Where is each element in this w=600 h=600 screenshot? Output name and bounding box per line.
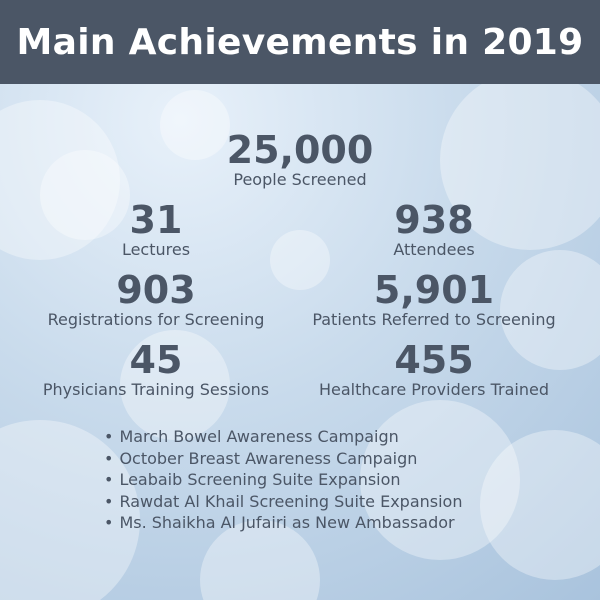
stat-label: People Screened bbox=[233, 170, 367, 189]
stat-attendees bbox=[334, 200, 534, 260]
list-item: • Ms. Shaikha Al Jufairi as New Ambassador bbox=[104, 512, 462, 534]
stat-label: Healthcare Providers Trained bbox=[319, 380, 549, 399]
stat-physician-training bbox=[16, 340, 296, 400]
stat-value: 938 bbox=[394, 198, 474, 242]
stat-patients-referred bbox=[294, 270, 574, 330]
stat-label: Lectures bbox=[121, 240, 191, 259]
stat-label: Physicians Training Sessions bbox=[42, 380, 270, 399]
stat-value: 31 bbox=[129, 198, 183, 242]
stat-label: Patients Referred to Screening bbox=[312, 310, 556, 329]
stat-providers-trained bbox=[294, 340, 574, 400]
stat-value: 5,901 bbox=[373, 268, 495, 312]
list-item: • March Bowel Awareness Campaign bbox=[104, 426, 462, 448]
stat-registrations bbox=[16, 270, 296, 330]
page-title: Main Achievements in 2019 bbox=[16, 21, 584, 63]
header-bar bbox=[0, 0, 600, 84]
stat-value: 455 bbox=[394, 338, 474, 382]
stat-label: Registrations for Screening bbox=[47, 310, 265, 329]
stat-label: Attendees bbox=[393, 240, 475, 259]
stat-value: 903 bbox=[116, 268, 196, 312]
list-item: • Rawdat Al Khail Screening Suite Expansion bbox=[104, 491, 462, 513]
stat-lectures bbox=[56, 200, 256, 260]
stat-value: 45 bbox=[129, 338, 183, 382]
list-item: • October Breast Awareness Campaign bbox=[104, 448, 462, 470]
highlights-list bbox=[104, 426, 462, 534]
stat-value: 25,000 bbox=[226, 128, 374, 172]
list-item: • Leabaib Screening Suite Expansion bbox=[104, 469, 462, 491]
stat-people-screened bbox=[200, 130, 400, 190]
